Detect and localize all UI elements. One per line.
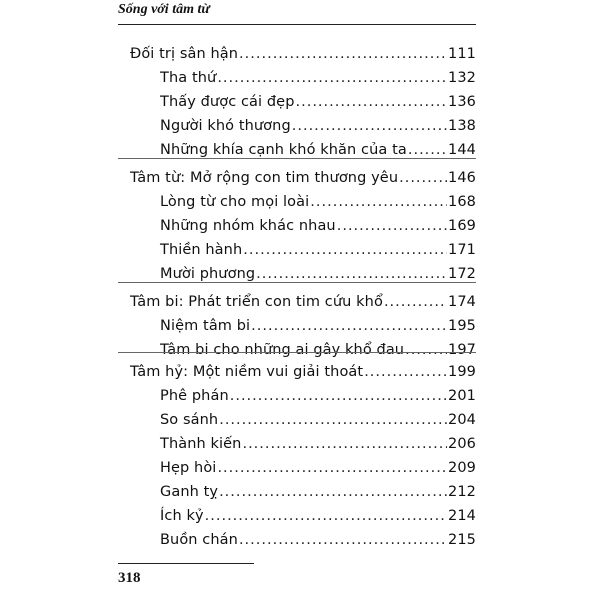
dot-leader: [296, 90, 448, 114]
toc-entry-page: 171: [448, 242, 476, 258]
dot-leader: [217, 456, 447, 480]
dot-leader: [205, 504, 447, 528]
toc-entry-page: 132: [448, 70, 476, 86]
toc-subentry: [160, 408, 476, 432]
footer-rule: [118, 563, 254, 564]
header-rule: [118, 24, 476, 25]
toc-entry-page: 174: [448, 294, 476, 310]
toc-subentry: [160, 480, 476, 504]
dot-leader: [217, 66, 447, 90]
toc-subentry: [160, 66, 476, 90]
toc-chapter-entry: [130, 42, 476, 66]
dot-leader: [243, 238, 447, 262]
toc-entry-title: Tha thứ: [160, 70, 217, 86]
toc-entry-page: 172: [448, 266, 476, 282]
toc-entry-title: Lòng từ cho mọi loài: [160, 194, 310, 210]
toc-subentry: [160, 190, 476, 214]
toc-entry-title: So sánh: [160, 412, 219, 428]
toc-section: [118, 352, 476, 353]
toc-entry-page: 201: [448, 388, 476, 404]
toc-subentry: [160, 238, 476, 262]
toc-chapter-entry: [130, 166, 476, 190]
toc-subentry: [160, 504, 476, 528]
toc-subentry: [160, 314, 476, 338]
dot-leader: [239, 528, 447, 552]
toc-entry-page: 209: [448, 460, 476, 476]
toc-section: [118, 282, 476, 283]
page-number: 318: [118, 570, 141, 586]
dot-leader: [310, 190, 447, 214]
dot-leader: [399, 166, 447, 190]
toc-entry-title: Tâm bi cho những ai gây khổ đau: [160, 342, 405, 358]
toc-subentry: [160, 432, 476, 456]
toc-entry-title: Thiền hành: [160, 242, 243, 258]
toc-entry-page: 111: [448, 46, 476, 62]
toc-entry-page: 144: [448, 142, 476, 158]
dot-leader: [219, 408, 447, 432]
toc-entry-page: 197: [448, 342, 476, 358]
toc-entry-title: Ích kỷ: [160, 508, 204, 524]
toc-entry-page: 136: [448, 94, 476, 110]
dot-leader: [364, 360, 447, 384]
toc-entry-title: Thành kiến: [160, 436, 242, 452]
dot-leader: [384, 290, 447, 314]
toc-section: [118, 158, 476, 159]
dot-leader: [251, 314, 447, 338]
toc-subentry: [160, 528, 476, 552]
dot-leader: [337, 214, 447, 238]
toc-entry-title: Buồn chán: [160, 532, 238, 548]
dot-leader: [242, 432, 447, 456]
toc-chapter-entry: [130, 360, 476, 384]
dot-leader: [405, 338, 447, 362]
toc-entry-title: Những nhóm khác nhau: [160, 218, 336, 234]
toc-entry-title: Thấy được cái đẹp: [160, 94, 295, 110]
toc-entry-title: Tâm bi: Phát triển con tim cứu khổ: [130, 294, 383, 310]
toc-entry-page: 138: [448, 118, 476, 134]
dot-leader: [219, 480, 447, 504]
toc-entry-page: 204: [448, 412, 476, 428]
toc-entry-title: Người khó thương: [160, 118, 291, 134]
toc-entry-page: 199: [448, 364, 476, 380]
toc-entry-page: 212: [448, 484, 476, 500]
toc-entry-title: Mười phương: [160, 266, 256, 282]
toc-entry-title: Tâm từ: Mở rộng con tim thương yêu: [130, 170, 399, 186]
toc-subentry: [160, 214, 476, 238]
toc-entry-page: 146: [448, 170, 476, 186]
toc-entry-title: Phê phán: [160, 388, 229, 404]
toc-subentry: [160, 338, 476, 362]
toc-chapter-entry: [130, 290, 476, 314]
toc-entry-title: Ganh tỵ: [160, 484, 219, 500]
toc-subentry: [160, 384, 476, 408]
toc-entry-title: Niệm tâm bi: [160, 318, 251, 334]
toc-entry-title: Hẹp hòi: [160, 460, 217, 476]
running-head: Sống với tâm từ: [118, 2, 210, 17]
toc-subentry: [160, 456, 476, 480]
toc-entry-page: 206: [448, 436, 476, 452]
dot-leader: [239, 42, 447, 66]
dot-leader: [230, 384, 447, 408]
toc-entry-page: 214: [448, 508, 476, 524]
toc-entry-page: 169: [448, 218, 476, 234]
toc-entry-page: 215: [448, 532, 476, 548]
dot-leader: [292, 114, 447, 138]
toc-entry-title: Đối trị sân hận: [130, 46, 239, 62]
toc-entry-page: 195: [448, 318, 476, 334]
toc-entry-title: Tâm hỷ: Một niềm vui giải thoát: [130, 364, 364, 380]
toc-entry-page: 168: [448, 194, 476, 210]
toc-entry-title: Những khía cạnh khó khăn của ta: [160, 142, 407, 158]
toc-subentry: [160, 90, 476, 114]
toc-subentry: [160, 114, 476, 138]
